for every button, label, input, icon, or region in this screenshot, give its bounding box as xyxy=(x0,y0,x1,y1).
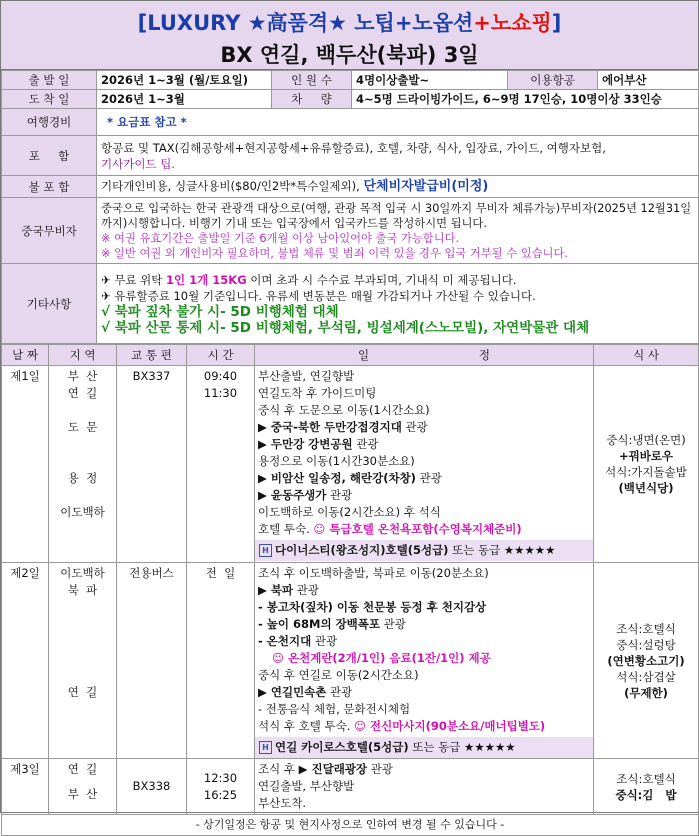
meal-item: 석식:삼겹살 xyxy=(616,669,676,684)
day2-stop-suffix: 관광 xyxy=(293,583,319,597)
exclude-cell xyxy=(97,176,699,198)
title-line-2: BX 연길, 백두산(북파) 3일 xyxy=(220,43,479,67)
day1-hotel-line xyxy=(258,521,590,538)
day2-hotel-text: 석식 후 호텔 투숙. xyxy=(258,719,355,733)
etc-line-2: ✈ 유류할증료 10월 기준입니다. 유류세 변동분은 매월 가감되거나 가산될 수 있습니다. xyxy=(101,288,536,303)
day3-row xyxy=(2,759,699,815)
day1-stop xyxy=(258,470,590,487)
day3-line: 부산도착. xyxy=(258,796,307,810)
meal-item: (무제한) xyxy=(624,685,668,700)
arrive-value: 2026년 1~3월 xyxy=(97,90,272,109)
title-part-e: ] xyxy=(551,11,562,35)
day2-massage: ☺ 전신마사지(90분소요/매너팁별도) xyxy=(354,719,546,733)
meal-item: 중식:냉면(온면) xyxy=(606,433,686,447)
day2-transport: 전용버스 xyxy=(117,563,187,759)
include-cell xyxy=(97,136,699,176)
arrive-label: 도 착 일 xyxy=(2,90,97,109)
day2-meals xyxy=(594,563,699,759)
depart-value: 2026년 1~3월 (월/토요일) xyxy=(97,71,272,90)
hotel-icon: H xyxy=(259,741,272,754)
meal-item: 조식:호텔식 xyxy=(616,771,676,786)
day1-time: 09:40 xyxy=(203,369,238,383)
day2-detail xyxy=(258,633,590,650)
day1-line: 이도백하로 이동(2시간소요) 후 석식 xyxy=(258,505,441,519)
day1-regions xyxy=(49,366,117,563)
day1-stop xyxy=(258,419,590,436)
day2-hotel-box xyxy=(255,737,593,758)
day1-stop-name: ▶ 중국-북한 두만강접경지대 xyxy=(258,420,402,434)
day1-region: 용 정 xyxy=(67,471,98,485)
header-meal: 식 사 xyxy=(594,345,699,366)
visa-line-1: 중국으로 입국하는 한국 관광객 대상으로(여행, 관광 목적 입국 시 30일까지 무비자 체류가능)무비자(2025년 12월31일까지)시행합니다. 비행기 기내 또는 입국장에서 입국카드를 작성하시면 됩니다. xyxy=(101,201,692,230)
day3-line: 연길출발, 부산향발 xyxy=(258,779,355,793)
day2-region: 이도백하 xyxy=(60,566,105,580)
day1-stop xyxy=(258,487,590,504)
day2-stop-suffix: 관광 xyxy=(326,685,353,699)
day1-hotel-spa: ☺ 특급호텔 온천욕포함(수영복지체준비) xyxy=(313,522,522,536)
day1-day: 제1일 xyxy=(2,366,49,563)
vehicle-label: 차 량 xyxy=(272,90,352,109)
include-value: 항공료 및 TAX(김해공항세+현지공항세+유류할증료), 호텔, 차량, 식사, 입장료, 가이드, 여행자보험, xyxy=(101,140,606,155)
day1-stop-name: ▶ 비암산 일송정, 해란강(차창) xyxy=(258,471,416,485)
day3-stop-name: ▶ 진달래광장 xyxy=(298,762,368,776)
info-table xyxy=(1,70,699,344)
day2-detail-c: 관광 xyxy=(380,617,406,631)
day2-stop xyxy=(258,684,590,701)
exclude-visa: 단체비자발급비(미정) xyxy=(363,179,489,194)
day2-row xyxy=(2,563,699,759)
day2-time: 전 일 xyxy=(187,563,255,759)
day2-region: 연 길 xyxy=(67,685,98,699)
day2-detail: - 봉고차(짚차) 이동 천문봉 등정 후 천지감상 xyxy=(258,600,487,614)
title-line-1 xyxy=(1,1,698,37)
airline-value: 에어부산 xyxy=(598,71,699,90)
day2-detail xyxy=(258,616,590,633)
title-part-no-shopping: +노쇼핑 xyxy=(473,11,552,35)
day1-stop-suffix: 관광 xyxy=(415,471,442,485)
exclude-value: 기타개인비용, 싱글사용비($80/인2박*특수일제외), xyxy=(101,179,360,193)
day1-transport: BX337 xyxy=(117,366,187,563)
etc-line-1c: 이며 초과 시 수수료 부과되며, 기내식 미 제공됩니다. xyxy=(246,272,517,287)
footer-note: - 상기일정은 항공 및 현지사정으로 인하여 변경 될 수 있습니다 - xyxy=(2,815,699,836)
day2-day: 제2일 xyxy=(2,563,49,759)
day1-stop xyxy=(258,436,590,453)
day1-row xyxy=(2,366,699,563)
day2-line: 조식 후 이도백하출발, 북파로 이동(20분소요) xyxy=(258,566,489,580)
header-transport: 교 통 편 xyxy=(117,345,187,366)
day1-region: 이도백하 xyxy=(60,505,105,519)
include-label: 포 함 xyxy=(2,136,97,176)
day3-time: 12:30 xyxy=(203,770,238,785)
day2-stop-name: ▶ 연길민속촌 xyxy=(258,685,327,699)
day3-meals xyxy=(594,759,699,815)
day1-hotel-text: 호텔 투숙. xyxy=(258,522,314,536)
day1-times xyxy=(187,366,255,563)
header-itinerary: 일 정 xyxy=(255,345,594,366)
day2-detail-a: - xyxy=(258,634,267,648)
day2-stop xyxy=(258,582,590,599)
etc-line-1a: ✈ 무료 위탁 xyxy=(101,272,167,287)
meal-item: 석식:가지돌솥밥 xyxy=(605,465,687,479)
day2-region: 북 파 xyxy=(67,583,98,597)
schedule-table xyxy=(1,344,699,836)
day1-itinerary xyxy=(255,366,594,563)
people-value: 4명이상출발~ xyxy=(352,71,508,90)
etc-line-1b: 1인 1개 15KG xyxy=(166,272,247,287)
exclude-label: 불 포 함 xyxy=(2,176,97,198)
header-time: 시 간 xyxy=(187,345,255,366)
meal-item: +꿔바로우 xyxy=(618,449,674,463)
include-value-2: 기사가이드 팁. xyxy=(101,156,175,171)
meal-item: (백년식당) xyxy=(618,481,674,495)
visa-label: 중국무비자 xyxy=(2,198,97,264)
title-part-a: [LUXURY ★ xyxy=(137,11,267,35)
vehicle-value: 4~5명 드라이빙가이드, 6~9명 17인승, 10명이상 33인승 xyxy=(352,90,699,109)
day2-detail-c: 관광 xyxy=(311,634,338,648)
day1-region: 연 길 xyxy=(67,386,98,400)
day2-line: 중식 후 연길로 이동(2시간소요) xyxy=(258,668,419,682)
day1-region: 부 산 xyxy=(67,369,98,383)
meal-item: 중식:김 밥 xyxy=(615,787,677,802)
cost-label: 여행경비 xyxy=(2,109,97,136)
day1-hotel-box xyxy=(255,540,593,561)
day1-line: 부산출발, 연길향발 xyxy=(258,369,355,383)
day1-meals xyxy=(594,366,699,563)
day2-regions xyxy=(49,563,117,759)
meal-item: 조식:호텔식 xyxy=(616,621,676,636)
day3-transport: BX338 xyxy=(117,759,187,815)
day2-detail-b: 장백폭포 xyxy=(335,617,380,631)
day2-stop-name: ▶ 북파 xyxy=(258,583,294,597)
meal-item: (연변황소고기) xyxy=(607,653,685,668)
meal-item: 중식:설렁탕 xyxy=(616,637,676,652)
day2-itinerary xyxy=(255,563,594,759)
day2-hotel-name: 연길 카이로스호텔(5성급) xyxy=(275,740,409,754)
depart-label: 출 발 일 xyxy=(2,71,97,90)
day3-times xyxy=(187,759,255,815)
etc-line-3: √ 북파 짚차 불가 시- 5D 비행체험 대체 xyxy=(101,303,339,320)
day1-hotel-grade: 또는 동급 ★★★★★ xyxy=(448,543,556,557)
day3-region: 연 길 xyxy=(67,762,98,776)
people-label: 인 원 수 xyxy=(272,71,352,90)
day3-regions xyxy=(49,759,117,815)
day1-line: 연길도착 후 가이드미팅 xyxy=(258,386,377,400)
etc-cell xyxy=(97,264,699,344)
day1-hotel-name: 다이너스티(왕조성지)호텔(5성급) xyxy=(275,543,449,557)
day1-stop-name: ▶ 두만강 강변공원 xyxy=(258,437,353,451)
day2-hotel-line xyxy=(258,718,590,735)
day2-detail: - 전통음식 체험, 문화전시체험 xyxy=(258,702,411,716)
visa-line-3: ※ 일반 여권 외 개인비자 필요하며, 불법 체류 및 범죄 이력 있을 경우 입국 거부될 수 있습니다. xyxy=(101,246,568,260)
etc-line-1 xyxy=(101,272,694,288)
visa-cell xyxy=(97,198,699,264)
day1-region: 도 문 xyxy=(67,420,98,434)
day1-stop-name: ▶ 윤동주생가 xyxy=(258,488,327,502)
day1-time: 11:30 xyxy=(203,386,238,400)
title-banner xyxy=(1,1,698,70)
day3-day: 제3일 xyxy=(2,759,49,815)
day1-stop-suffix: 관광 xyxy=(401,420,428,434)
day1-line: 용정으로 이동(1시간30분소요) xyxy=(258,454,415,468)
day3-region: 부 산 xyxy=(67,787,98,801)
day2-hotel-grade: 또는 동급 ★★★★★ xyxy=(408,740,516,754)
day1-stop-suffix: 관광 xyxy=(352,437,379,451)
day2-detail-a: - 높이 68M의 xyxy=(258,617,336,631)
header-region: 지 역 xyxy=(49,345,117,366)
hotel-icon: H xyxy=(259,544,272,557)
title-part-b: 高 xyxy=(266,11,288,35)
day2-onsen-egg: ☺ 온천계란(2개/1인) 음료(1잔/1인) 제공 xyxy=(272,651,491,665)
day3-line-a: 조식 후 xyxy=(258,762,299,776)
etc-line-4: √ 북파 산문 통제 시- 5D 비행체험, 부석림, 빙설세계(스노모빌), 자연박물관 대체 xyxy=(101,319,590,336)
etc-label: 기타사항 xyxy=(2,264,97,344)
day1-stop-suffix: 관광 xyxy=(326,488,353,502)
day1-line: 중식 후 도문으로 이동(1시간소요) xyxy=(258,403,430,417)
visa-line-2: ※ 여권 유효기간은 출발일 기준 6개월 이상 남아있어야 출국 가능합니다. xyxy=(101,231,460,245)
day3-line xyxy=(258,761,590,778)
header-day: 날 짜 xyxy=(2,345,49,366)
airline-label: 이용항공 xyxy=(508,71,598,90)
day3-time: 16:25 xyxy=(203,787,238,802)
cost-value: * 요금표 참고 * xyxy=(97,109,699,136)
day3-itinerary xyxy=(255,759,594,815)
title-part-c: 품격★ 노팁+노옵션 xyxy=(287,11,474,35)
day3-line-c: 관광 xyxy=(367,762,393,776)
day2-detail-b: 온천지대 xyxy=(266,634,312,648)
